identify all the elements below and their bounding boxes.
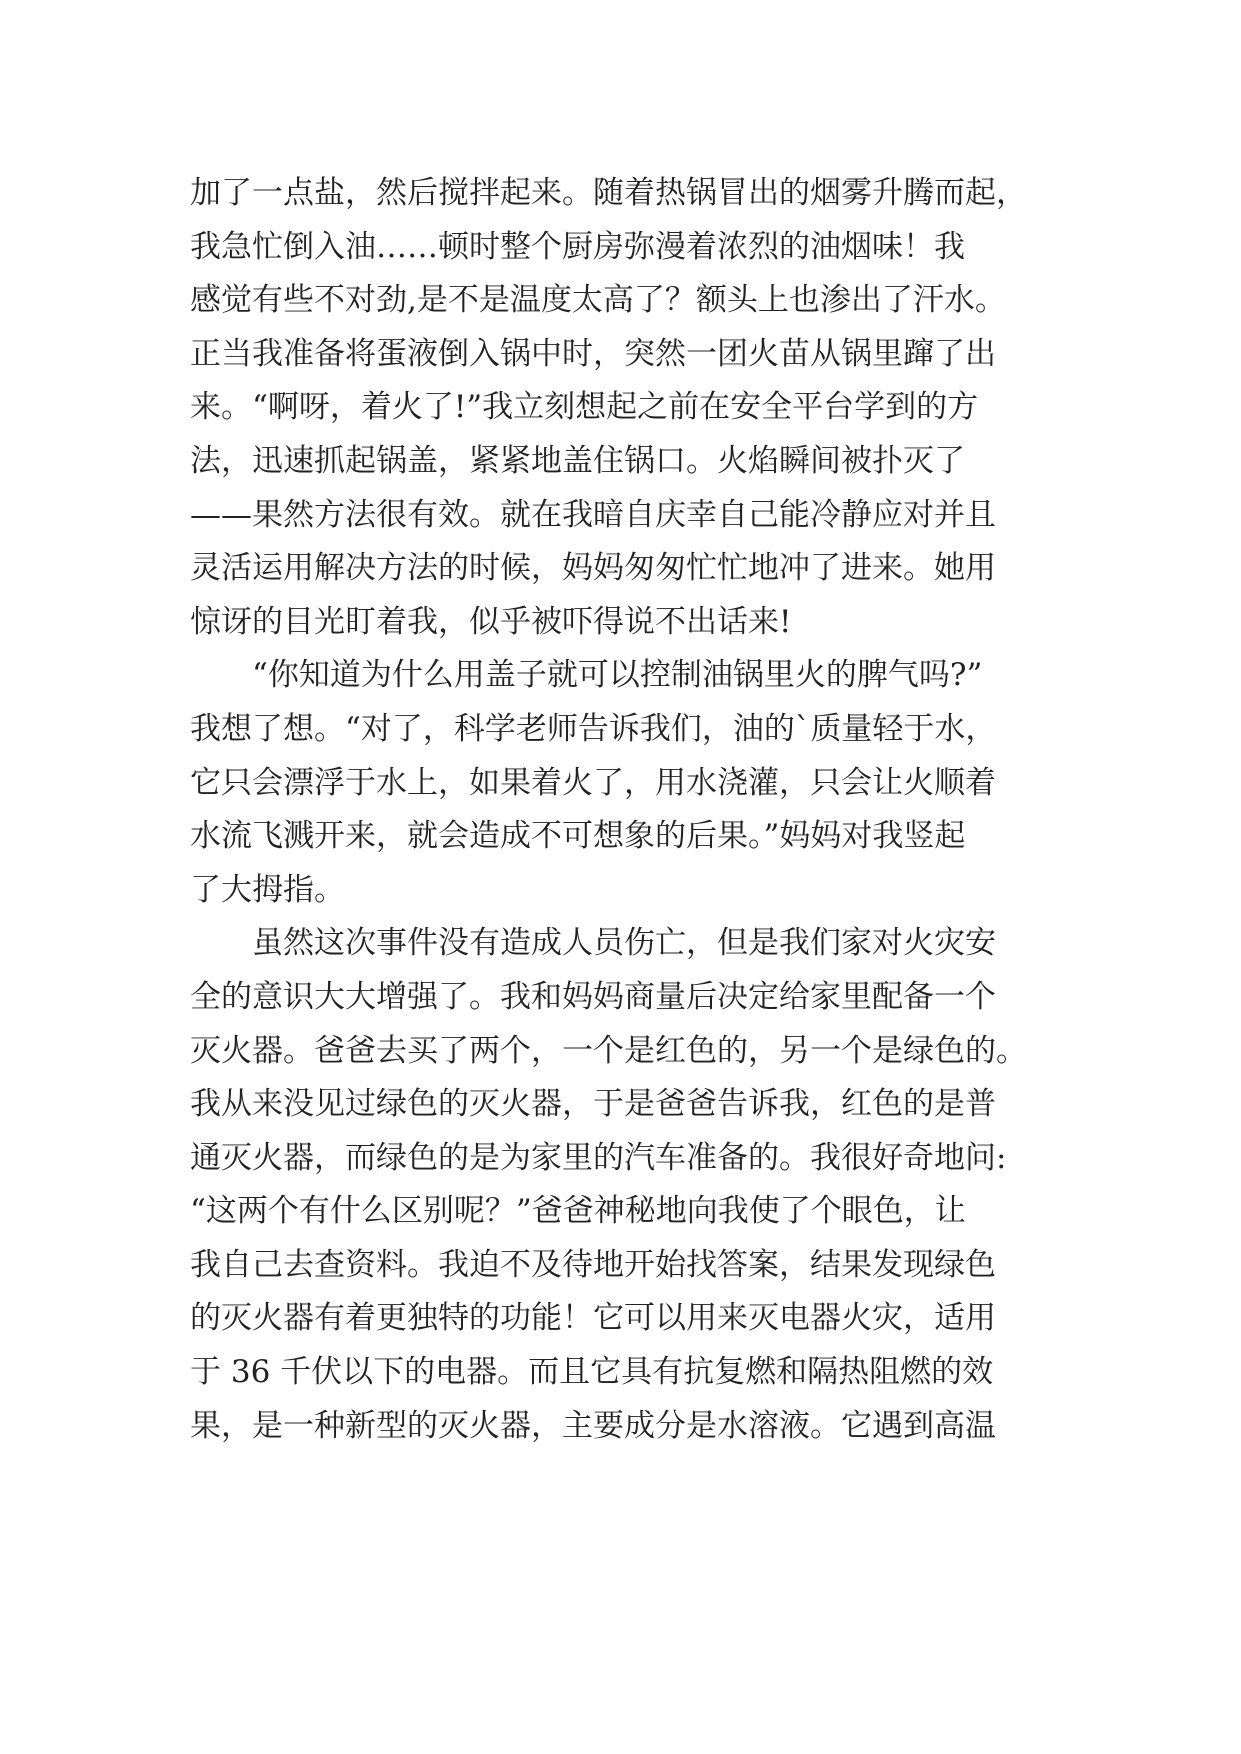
text-line: 灵活运用解决方法的时候，妈妈匆匆忙忙地冲了进来。她用 [190, 550, 996, 587]
text-line: 果，是一种新型的灭火器，主要成分是水溶液。它遇到高温 [190, 1407, 996, 1444]
text-line: ——果然方法很有效。就在我暗自庆幸自己能冷静应对并且 [190, 496, 996, 533]
text-line: 惊讶的目光盯着我，似乎被吓得说不出话来! [190, 603, 792, 640]
text-line: 它只会漂浮于水上，如果着火了，用水浇灌，只会让火顺着 [190, 764, 996, 801]
text-line: 了大拇指。 [190, 871, 345, 908]
text-line: 灭火器。爸爸去买了两个，一个是红色的，另一个是绿色的。 [190, 1032, 1027, 1069]
text-line: 我从来没见过绿色的灭火器，于是爸爸告诉我，红色的是普 [190, 1086, 996, 1123]
text-line: 通灭火器，而绿色的是为家里的汽车准备的。我很好奇地问: [190, 1139, 1007, 1176]
text-line: 我自己去查资料。我迫不及待地开始找答案，结果发现绿色 [190, 1246, 996, 1283]
text-line: “这两个有什么区别呢？”爸爸神秘地向我使了个眼色，让 [190, 1193, 966, 1230]
text-line: 正当我准备将蛋液倒入锅中时，突然一团火苗从锅里蹿了出 [190, 335, 996, 372]
text-line: 虽然这次事件没有造成人员伤亡，但是我们家对火灾安 [190, 925, 996, 962]
text-line: 的灭火器有着更独特的功能！它可以用来灭电器火灾，适用 [190, 1300, 996, 1337]
body-text [190, 167, 1060, 1453]
text-line: 加了一点盐，然后搅拌起来。随着热锅冒出的烟雾升腾而起， [190, 175, 1027, 211]
text-line: 我急忙倒入油……顿时整个厨房弥漫着浓烈的油烟味！我 [190, 228, 965, 265]
text-line: 来。“啊呀，着火了!”我立刻想起之前在安全平台学到的方 [190, 389, 979, 426]
text-line: 于 36 千伏以下的电器。而且它具有抗复燃和隔热阻燃的效 [190, 1354, 994, 1391]
text-line: 感觉有些不对劲,是不是温度太高了？额头上也渗出了汗水。 [190, 282, 1006, 319]
text-line: 全的意识大大增强了。我和妈妈商量后决定给家里配备一个 [190, 978, 996, 1015]
text-line: 法，迅速抓起锅盖，紧紧地盖住锅口。火焰瞬间被扑灭了 [190, 442, 965, 479]
text-line: 水流飞溅开来，就会造成不可想象的后果。”妈妈对我竖起 [190, 818, 966, 855]
text-line: “你知道为什么用盖子就可以控制油锅里火的脾气吗?” [190, 657, 983, 694]
text-line: 我想了想。“对了，科学老师告诉我们，油的`质量轻于水， [190, 710, 997, 747]
